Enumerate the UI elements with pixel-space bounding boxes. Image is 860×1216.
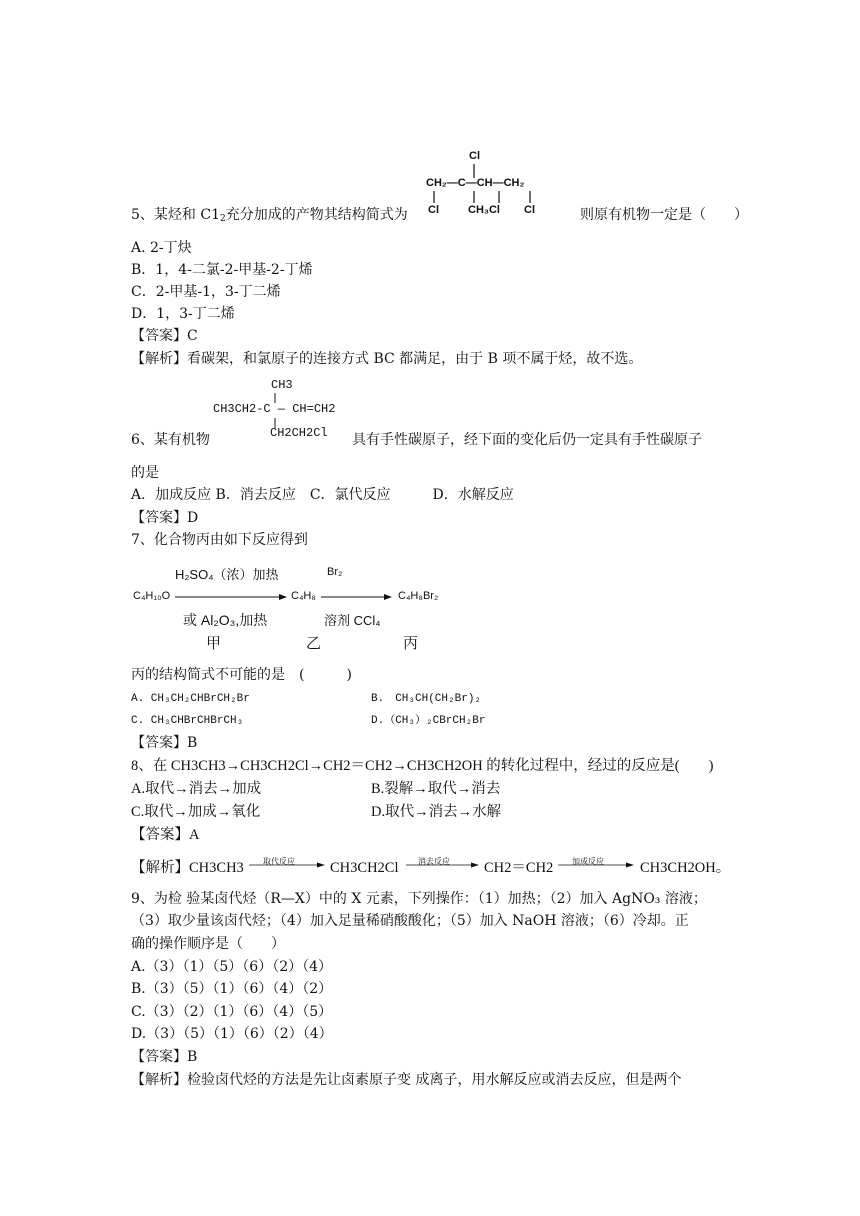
q5-struct-bottom-3: Cl [524,204,535,216]
q9-answer: 【答案】B [131,1049,198,1065]
q5-struct-top-cl: Cl [469,150,480,162]
q8-option-a: A.取代→消去→加成 [131,781,262,797]
q9-option-b: B.（3）（5）（1）（6）（4）（2） [131,981,333,997]
q8-arrow-label-1: 取代反应 [263,857,295,866]
q7-reactant: C₄H₁₀O [133,590,171,602]
q8-chain-3: CH2＝CH2 [484,860,554,876]
q9-analysis: 【解析】检验卤代烃的方法是先让卤素原子变 成离子，用水解反应或消去反应，但是两个 [131,1072,682,1088]
q6-struct-row: CH3CH2-C — CH=CH2 [213,402,336,416]
q7-arrows [131,560,471,660]
q5-answer: 【答案】C [131,328,198,344]
q5-analysis: 【解析】看碳架，和氯原子的连接方式 BC 都满足，由于 B 项不属于烃，故不选。 [131,351,643,367]
q6-struct-top: CH3 [271,378,293,392]
q9-line1: 9、为检 验某卤代烃（R—X）中的 X 元素，下列操作：（1）加热；（2）加入 AgNO₃ 溶液； [131,891,707,907]
q5-stem-end: 则原有机物一定是（ ） [580,207,748,223]
q8-option-d: D.取代→消去→水解 [371,804,502,820]
q9-option-c: C.（3）（2）（1）（6）（4）（5） [131,1004,333,1020]
q7-label-bing: 丙 [403,635,419,652]
q7-question: 丙的结构简式不可能的是 ( ) [131,667,352,683]
q5-option-b: B．1，4-二氯-2-甲基-2-丁烯 [131,262,313,278]
q6-answer: 【答案】D [131,510,199,526]
q6-options: A．加成反应 B．消去反应 C．氯代反应 D．水解反应 [131,487,514,503]
q7-cond2-bottom: 溶剂 CCl₄ [324,613,381,628]
q7-option-b: B. CH₃CH(CH₂Br)₂ [371,693,482,705]
q5-structure [424,150,564,220]
q7-answer: 【答案】B [131,735,198,751]
q8-arrow-label-3: 加成反应 [572,857,604,866]
q9-line2: （3）取少量该卤代烃；（4）加入足量稀硝酸酸化；（5）加入 NaOH 溶液；（6）冷却。正 [131,913,689,929]
q7-title: 7、化合物丙由如下反应得到 [131,532,308,548]
q5-stem: 5、某烃和 $C1_2$充分加成的产物其结构简式为 [131,207,408,224]
q9-line3: 确的操作顺序是（ ） [131,936,285,952]
q6-stem-cont: 的是 [131,465,159,481]
q8-arrows [131,858,751,882]
q6-structure [213,378,363,448]
q8-chain-2: CH3CH2Cl [330,860,399,876]
q8-option-c: C.取代→加成→氧化 [131,804,261,820]
q7-product: C₄H₈Br₂ [398,590,439,602]
q5-struct-bottom-1: Cl [428,204,439,216]
q8-analysis-label: 【解析】 [131,860,189,876]
q7-option-a: A. CH₃CH₂CHBrCH₂Br [131,693,250,705]
q7-option-d: D.（CH₃）₂CBrCH₂Br [371,715,486,727]
q5-option-d: D．1，3-丁二烯 [131,306,235,322]
q5-option-a: A. 2-丁炔 [131,240,192,256]
q8-arrow-label-2: 消去反应 [418,857,450,866]
q8-chain-4: CH3CH2OH。 [640,860,731,876]
q6-stem: 6、某有机物 [131,432,210,448]
q8-analysis [131,858,751,882]
q8-stem: 8、在 CH3CH3→CH3CH2Cl→CH2＝CH2→CH3CH2OH 的转化过程中，经过的反应是( ) [131,758,714,774]
q5-struct-bottom-2: CH₃Cl [468,204,500,216]
q9-option-a: A.（3）（1）（5）（6）（2）（4） [131,959,333,975]
q8-chain-1: CH3CH3 [189,860,244,876]
q7-option-c: C. CH₃CHBrCHBrCH₃ [131,715,244,727]
q5-struct-row: CH₂—C—CH—CH₂ [426,177,525,189]
q7-cond2-top: Br₂ [327,566,343,578]
q7-mid: C₄H₈ [291,590,316,602]
q7-label-jia: 甲 [206,635,222,652]
q9-option-d: D.（3）（5）（1）（6）（2）（4） [131,1026,333,1042]
q6-stem-after: 具有手性碳原子，经下面的变化后仍一定具有手性碳原子 [352,432,702,448]
q7-reaction-scheme [131,560,471,660]
q8-answer: 【答案】A [131,827,200,843]
q7-label-yi: 乙 [306,635,322,652]
q7-cond1-top: H₂SO₄（浓）加热 [175,567,279,582]
q7-cond1-bottom: 或 Al₂O₃,加热 [183,612,268,628]
q6-struct-bottom: CH2CH2Cl [270,426,328,440]
q5-option-c: C．2-甲基-1，3-丁二烯 [131,284,281,300]
q8-option-b: B.裂解→取代→消去 [371,781,501,797]
